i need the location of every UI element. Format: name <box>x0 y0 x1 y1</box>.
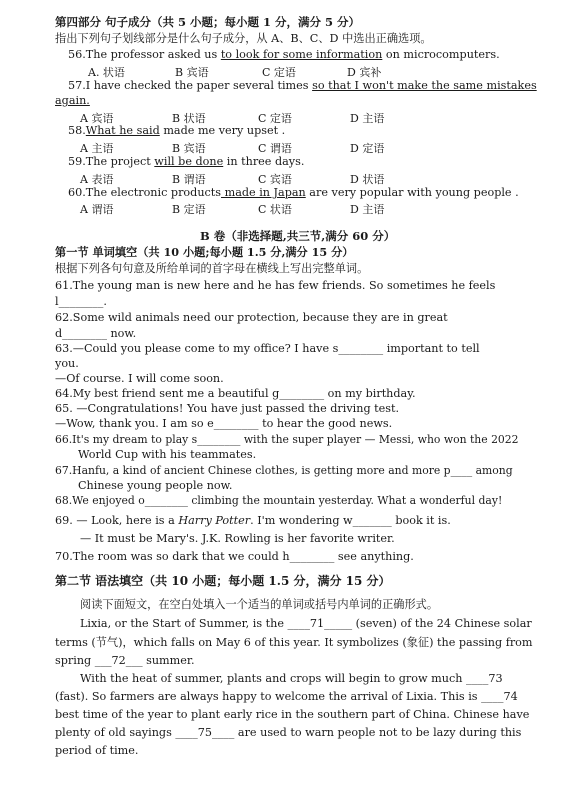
q58-option-c: C 谓语 <box>258 142 292 155</box>
passage-line-7: plenty of old sayings ____75____ are used to warn people not to be lazy during this <box>55 726 522 739</box>
q58-option-a: A 主语 <box>80 142 114 155</box>
q57-option-a: A 宾语 <box>80 112 114 125</box>
q60-option-d: D 主语 <box>350 203 385 216</box>
q58-option-b: B 宾语 <box>172 142 206 155</box>
q58-option-d: D 定语 <box>350 142 385 155</box>
passage-line-2: terms (节气)，which falls on May 6 of this year. It symbolizes (象征) the passing from <box>55 636 533 649</box>
question-58: 58.What he said made me very upset . <box>68 124 286 137</box>
question-57-cont: again. <box>55 94 90 107</box>
q61-line1: 61.The young man is new here and he has few friends. So sometimes he feels <box>55 279 496 292</box>
q63-line2: you. <box>55 357 79 370</box>
q68-line: 68.We enjoyed o________ climbing the mountain yesterday. What a wonderful day! <box>55 494 503 507</box>
q63-line3: —Of course. I will come soon. <box>55 372 224 385</box>
part4-instruction: 指出下列句子划线部分是什么句子成分，从 A、B、C、D 中选出正确选项。 <box>55 32 432 45</box>
q65-line1: 65. —Congratulations! You have just passed the driving test. <box>55 402 400 415</box>
q60-option-a: A 谓语 <box>80 203 114 216</box>
q66-line2: World Cup with his teammates. <box>78 448 257 461</box>
q57-option-d: D 主语 <box>350 112 385 125</box>
question-60: 60.The electronic products made in Japan are very popular with young people . <box>68 186 519 199</box>
sec1-title: 第一节 单词填空（共 10 小题;每小题 1.5 分,满分 15 分） <box>55 245 354 259</box>
part4-title: 第四部分 句子成分（共 5 小题；每小题 1 分，满分 5 分） <box>55 15 361 29</box>
question-59: 59.The project will be done in three days. <box>68 155 305 168</box>
q65-line2: —Wow, thank you. I am so e________ to hear the good news. <box>55 417 393 430</box>
q69-line1: 69. — Look, here is a Harry Potter. I'm wondering w_______ book it is. <box>55 514 451 527</box>
q67-line1: 67.Hanfu, a kind of ancient Chinese clothes, is getting more and more p____ among <box>55 464 513 477</box>
question-57: 57.I have checked the paper several times so that I won't make the same mistakes <box>68 79 537 92</box>
passage-line-4: With the heat of summer, plants and crops will begin to grow much ____73 <box>80 672 503 685</box>
q59-option-d: D 状语 <box>350 173 385 186</box>
passage-line-8: period of time. <box>55 744 139 757</box>
question-56: 56.The professor asked us to look for some information on microcomputers. <box>68 48 500 61</box>
q64-line: 64.My best friend sent me a beautiful g________ on my birthday. <box>55 387 416 400</box>
q57-option-c: C 定语 <box>258 112 292 125</box>
passage-line-3: spring ___72___ summer. <box>55 654 195 667</box>
q62-line2: d________ now. <box>55 327 137 340</box>
sec2-title: 第二节 语法填空（共 10 小题；每小题 1.5 分，满分 15 分） <box>55 574 391 588</box>
q59-option-a: A 表语 <box>80 173 114 186</box>
q69-line2: — It must be Mary's. J.K. Rowling is her favorite writer. <box>80 532 395 545</box>
q61-line2: l________. <box>55 295 107 308</box>
q59-option-c: C 宾语 <box>258 173 292 186</box>
q59-option-b: B 谓语 <box>172 173 206 186</box>
passage-line-6: best time of the year to plant early rice in the southern part of China. Chinese have <box>55 708 530 721</box>
q67-line2: Chinese young people now. <box>78 479 233 492</box>
q62-line1: 62.Some wild animals need our protection, because they are in great <box>55 311 448 324</box>
passage-line-5: (fast). So farmers are always happy to welcome the arrival of Lixia. This is ____74 <box>55 690 518 703</box>
q56-option-a: A. 状语 <box>88 66 125 79</box>
q57-option-b: B 状语 <box>172 112 206 125</box>
q56-option-b: B 宾语 <box>175 66 209 79</box>
partB-title: B 卷（非选择题,共三节,满分 60 分） <box>200 229 396 243</box>
q63-line1: 63.—Could you please come to my office? I have s________ important to tell <box>55 342 480 355</box>
q70-line: 70.The room was so dark that we could h________ see anything. <box>55 550 414 563</box>
sec2-instruction: 阅读下面短文，在空白处填入一个适当的单词或括号内单词的正确形式。 <box>80 598 439 611</box>
q56-option-c: C 定语 <box>262 66 296 79</box>
passage-line-1: Lixia, or the Start of Summer, is the ____71_____ (seven) of the 24 Chinese solar <box>80 617 532 630</box>
q66-line1: 66.It's my dream to play s________ with the super player — Messi, who won the 2022 <box>55 433 519 446</box>
q60-option-c: C 状语 <box>258 203 292 216</box>
q56-option-d: D 宾补 <box>347 66 382 79</box>
sec1-instruction: 根据下列各句句意及所给单词的首字母在横线上写出完整单词。 <box>55 262 369 275</box>
q60-option-b: B 定语 <box>172 203 206 216</box>
